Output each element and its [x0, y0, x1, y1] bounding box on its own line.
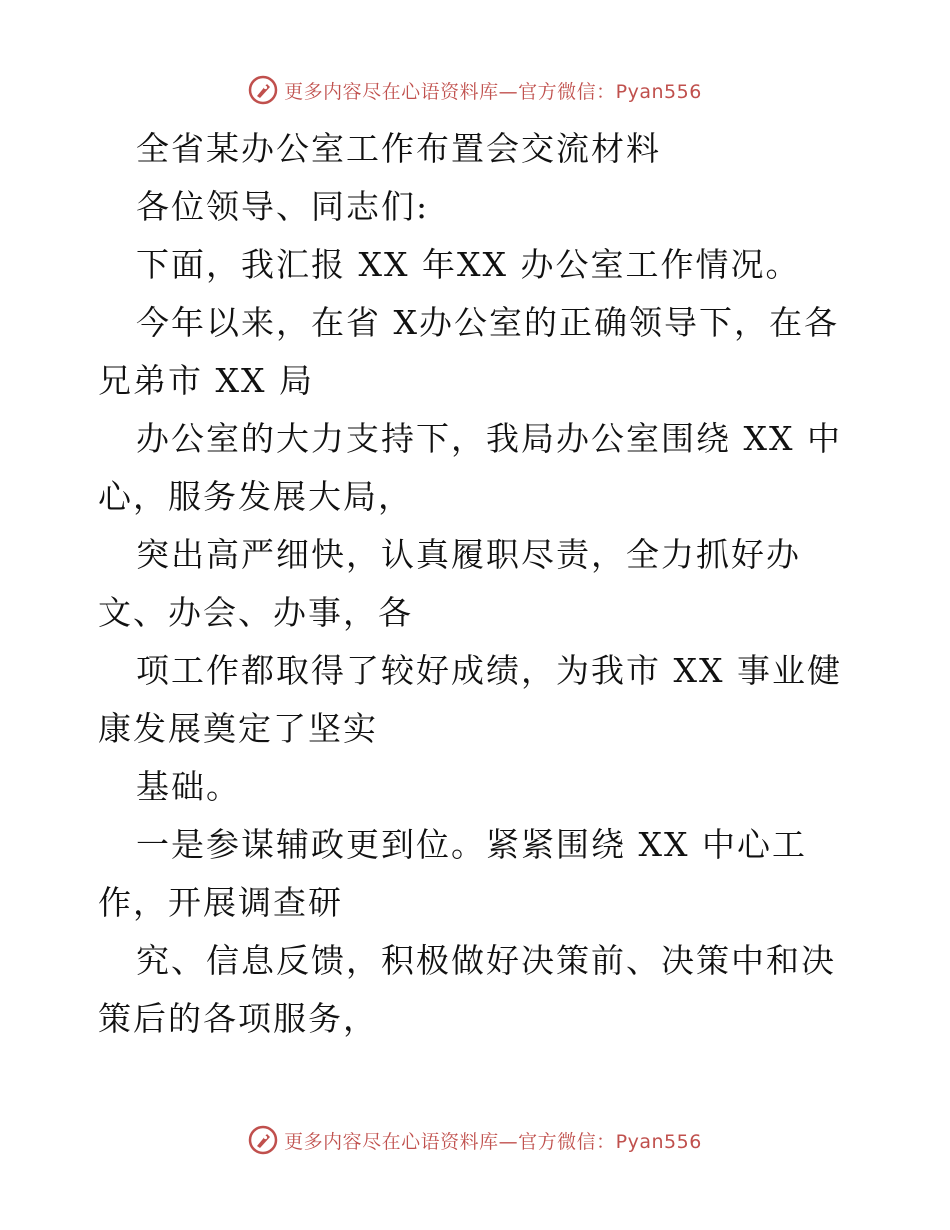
document-title: 全省某办公室工作布置会交流材料	[136, 129, 661, 168]
salutation: 各位领导、同志们:	[136, 187, 430, 226]
pen-nib-logo-icon	[248, 75, 278, 105]
paragraph: 突出高严细快，认真履职尽责，全力抓好办文、办会、办事，各	[98, 535, 801, 632]
paragraph: 一是参谋辅政更到位。紧紧围绕 XX 中心工作，开展调查研	[98, 825, 807, 922]
watermark-text: 更多内容尽在心语资料库—官方微信：Pyan556	[284, 80, 702, 103]
footer-watermark	[0, 1120, 950, 1160]
paragraph: 究、信息反馈，积极做好决策前、决策中和决策后的各项服务，	[98, 941, 836, 1038]
paragraph: 下面，我汇报 XX 年XX 办公室工作情况。	[136, 245, 801, 284]
pen-nib-logo-icon	[248, 1125, 278, 1155]
watermark-text: 更多内容尽在心语资料库—官方微信：Pyan556	[284, 1130, 702, 1153]
paragraph: 办公室的大力支持下，我局办公室围绕 XX 中心，服务发展大局，	[98, 419, 842, 516]
document-body	[98, 120, 858, 1048]
paragraph: 项工作都取得了较好成绩，为我市 XX 事业健康发展奠定了坚实	[98, 651, 842, 748]
header-watermark	[0, 70, 950, 110]
paragraph: 今年以来，在省 X办公室的正确领导下，在各兄弟市 XX 局	[98, 303, 839, 400]
paragraph: 基础。	[136, 767, 241, 806]
